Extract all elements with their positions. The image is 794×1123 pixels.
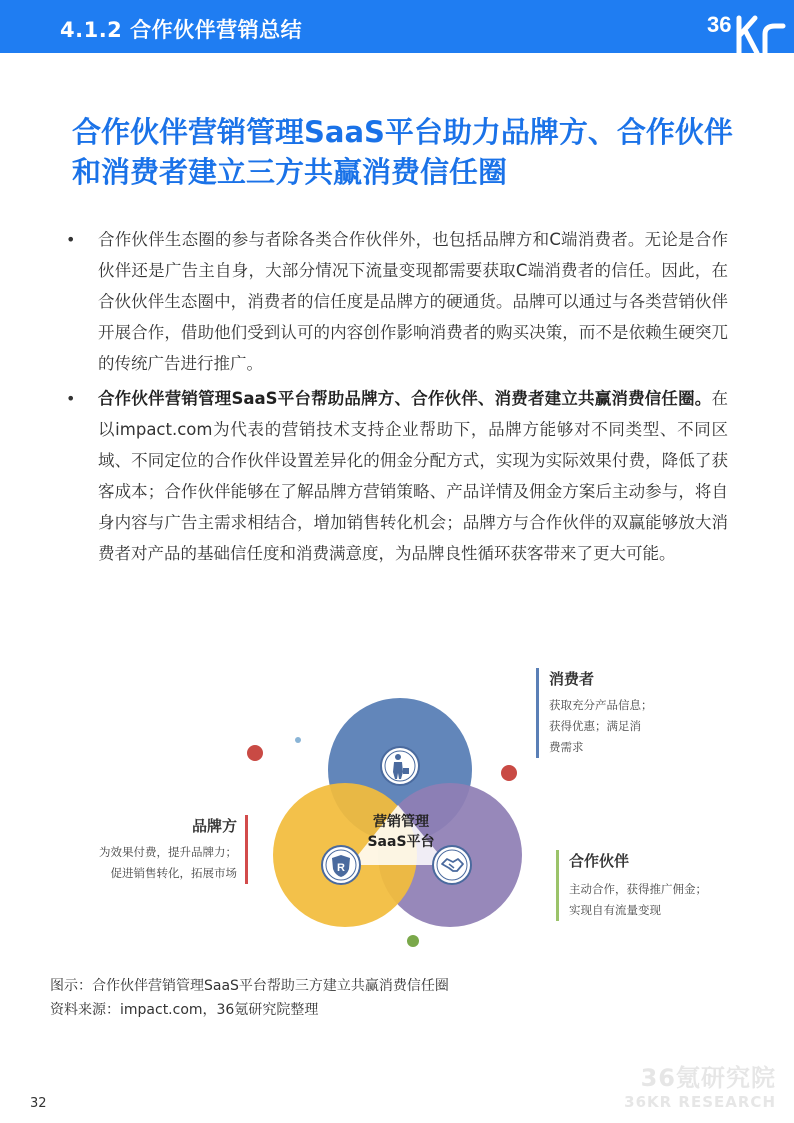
bullet-marker: • (66, 389, 76, 408)
decor-dot (501, 765, 517, 781)
bullet-text: 合作伙伴生态圈的参与者除各类合作伙伴外，也包括品牌方和C端消费者。无论是合作伙伴还是广告主自身，大部分情况下流量变现都需要获取C端消费者的信任。因此，在合伙伙伴生态圈中，消费者的信任度是品牌方的硬通货。品牌可以通过与各类营销伙伴开展合作，借助他们受到认可的内容创作影响消费者的购买决策，而不是依赖生硬突兀的传统广告进行推广。 (98, 230, 728, 373)
section-title: 4.1.2 合作伙伴营销总结 (60, 18, 303, 42)
consumer-title: 消费者 (549, 670, 595, 688)
caption-source: 资料来源：impact.com，36氪研究院整理 (50, 1002, 319, 1018)
brand-desc-2: 促进销售转化，拓展市场 (110, 866, 237, 880)
decor-dot (247, 745, 263, 761)
watermark (624, 1058, 776, 1111)
consumer-desc-3: 费需求 (549, 740, 584, 754)
partner-desc-2: 实现自有流量变现 (569, 903, 661, 917)
consumer-label (536, 668, 653, 758)
partner-label (556, 850, 707, 921)
decor-dot (407, 935, 419, 947)
watermark-en: 36KR RESEARCH (624, 1093, 776, 1111)
bullet-bold-text: 合作伙伴营销管理SaaS平台帮助品牌方、合作伙伴、消费者建立共赢消费信任圈。 (98, 389, 712, 408)
bullet-item (66, 383, 728, 569)
decor-dot (295, 737, 301, 743)
brand-title: 品牌方 (191, 817, 237, 835)
brand-label (60, 815, 248, 884)
consumer-desc-1: 获取充分产品信息； (549, 698, 653, 712)
figure-caption (50, 974, 449, 1022)
brand-desc-1: 为效果付费，提升品牌力； (99, 845, 237, 859)
person-with-bag-icon (381, 747, 419, 785)
bullet-item (66, 224, 728, 379)
center-label (346, 812, 456, 852)
consumer-desc-2: 获得优惠；满足消 (549, 719, 641, 733)
bullet-list (66, 224, 728, 573)
bullet-marker: • (66, 230, 76, 249)
logo-36kr (689, 0, 794, 53)
partner-desc-1: 主动合作，获得推广佣金； (569, 882, 707, 896)
main-title: 合作伙伴营销管理SaaS平台助力品牌方、合作伙伴和消费者建立三方共赢消费信任圈 (72, 115, 733, 189)
svg-text:36: 36 (707, 12, 732, 37)
bullet-text: 在以impact.com为代表的营销技术支持企业帮助下，品牌方能够对不同类型、不同区域、不同定位的合作伙伴设置差异化的佣金分配方式，实现为实际效果付费，降低了获客成本；合作伙伴能够在了解品牌方营销策略、产品详情及佣金方案后主动参与，将自身内容与广告主需求相结合，增加销售转化机会；品牌方与合作伙伴的双赢能够放大消费者对产品的基础信任度和消费满意度，为品牌良性循环获客带来了更大可能。 (98, 389, 728, 563)
watermark-cn: 36氪研究院 (640, 1064, 776, 1092)
partner-title: 合作伙伴 (569, 852, 630, 870)
header-bar (0, 0, 794, 53)
center-label-line2: SaaS平台 (367, 834, 435, 850)
svg-text:R: R (337, 862, 345, 874)
caption-figure: 图示：合作伙伴营销管理SaaS平台帮助三方建立共赢消费信任圈 (50, 978, 449, 994)
center-label-line1: 营销管理 (373, 814, 429, 830)
venn-figure (60, 660, 750, 960)
page-number: 32 (30, 1096, 47, 1111)
